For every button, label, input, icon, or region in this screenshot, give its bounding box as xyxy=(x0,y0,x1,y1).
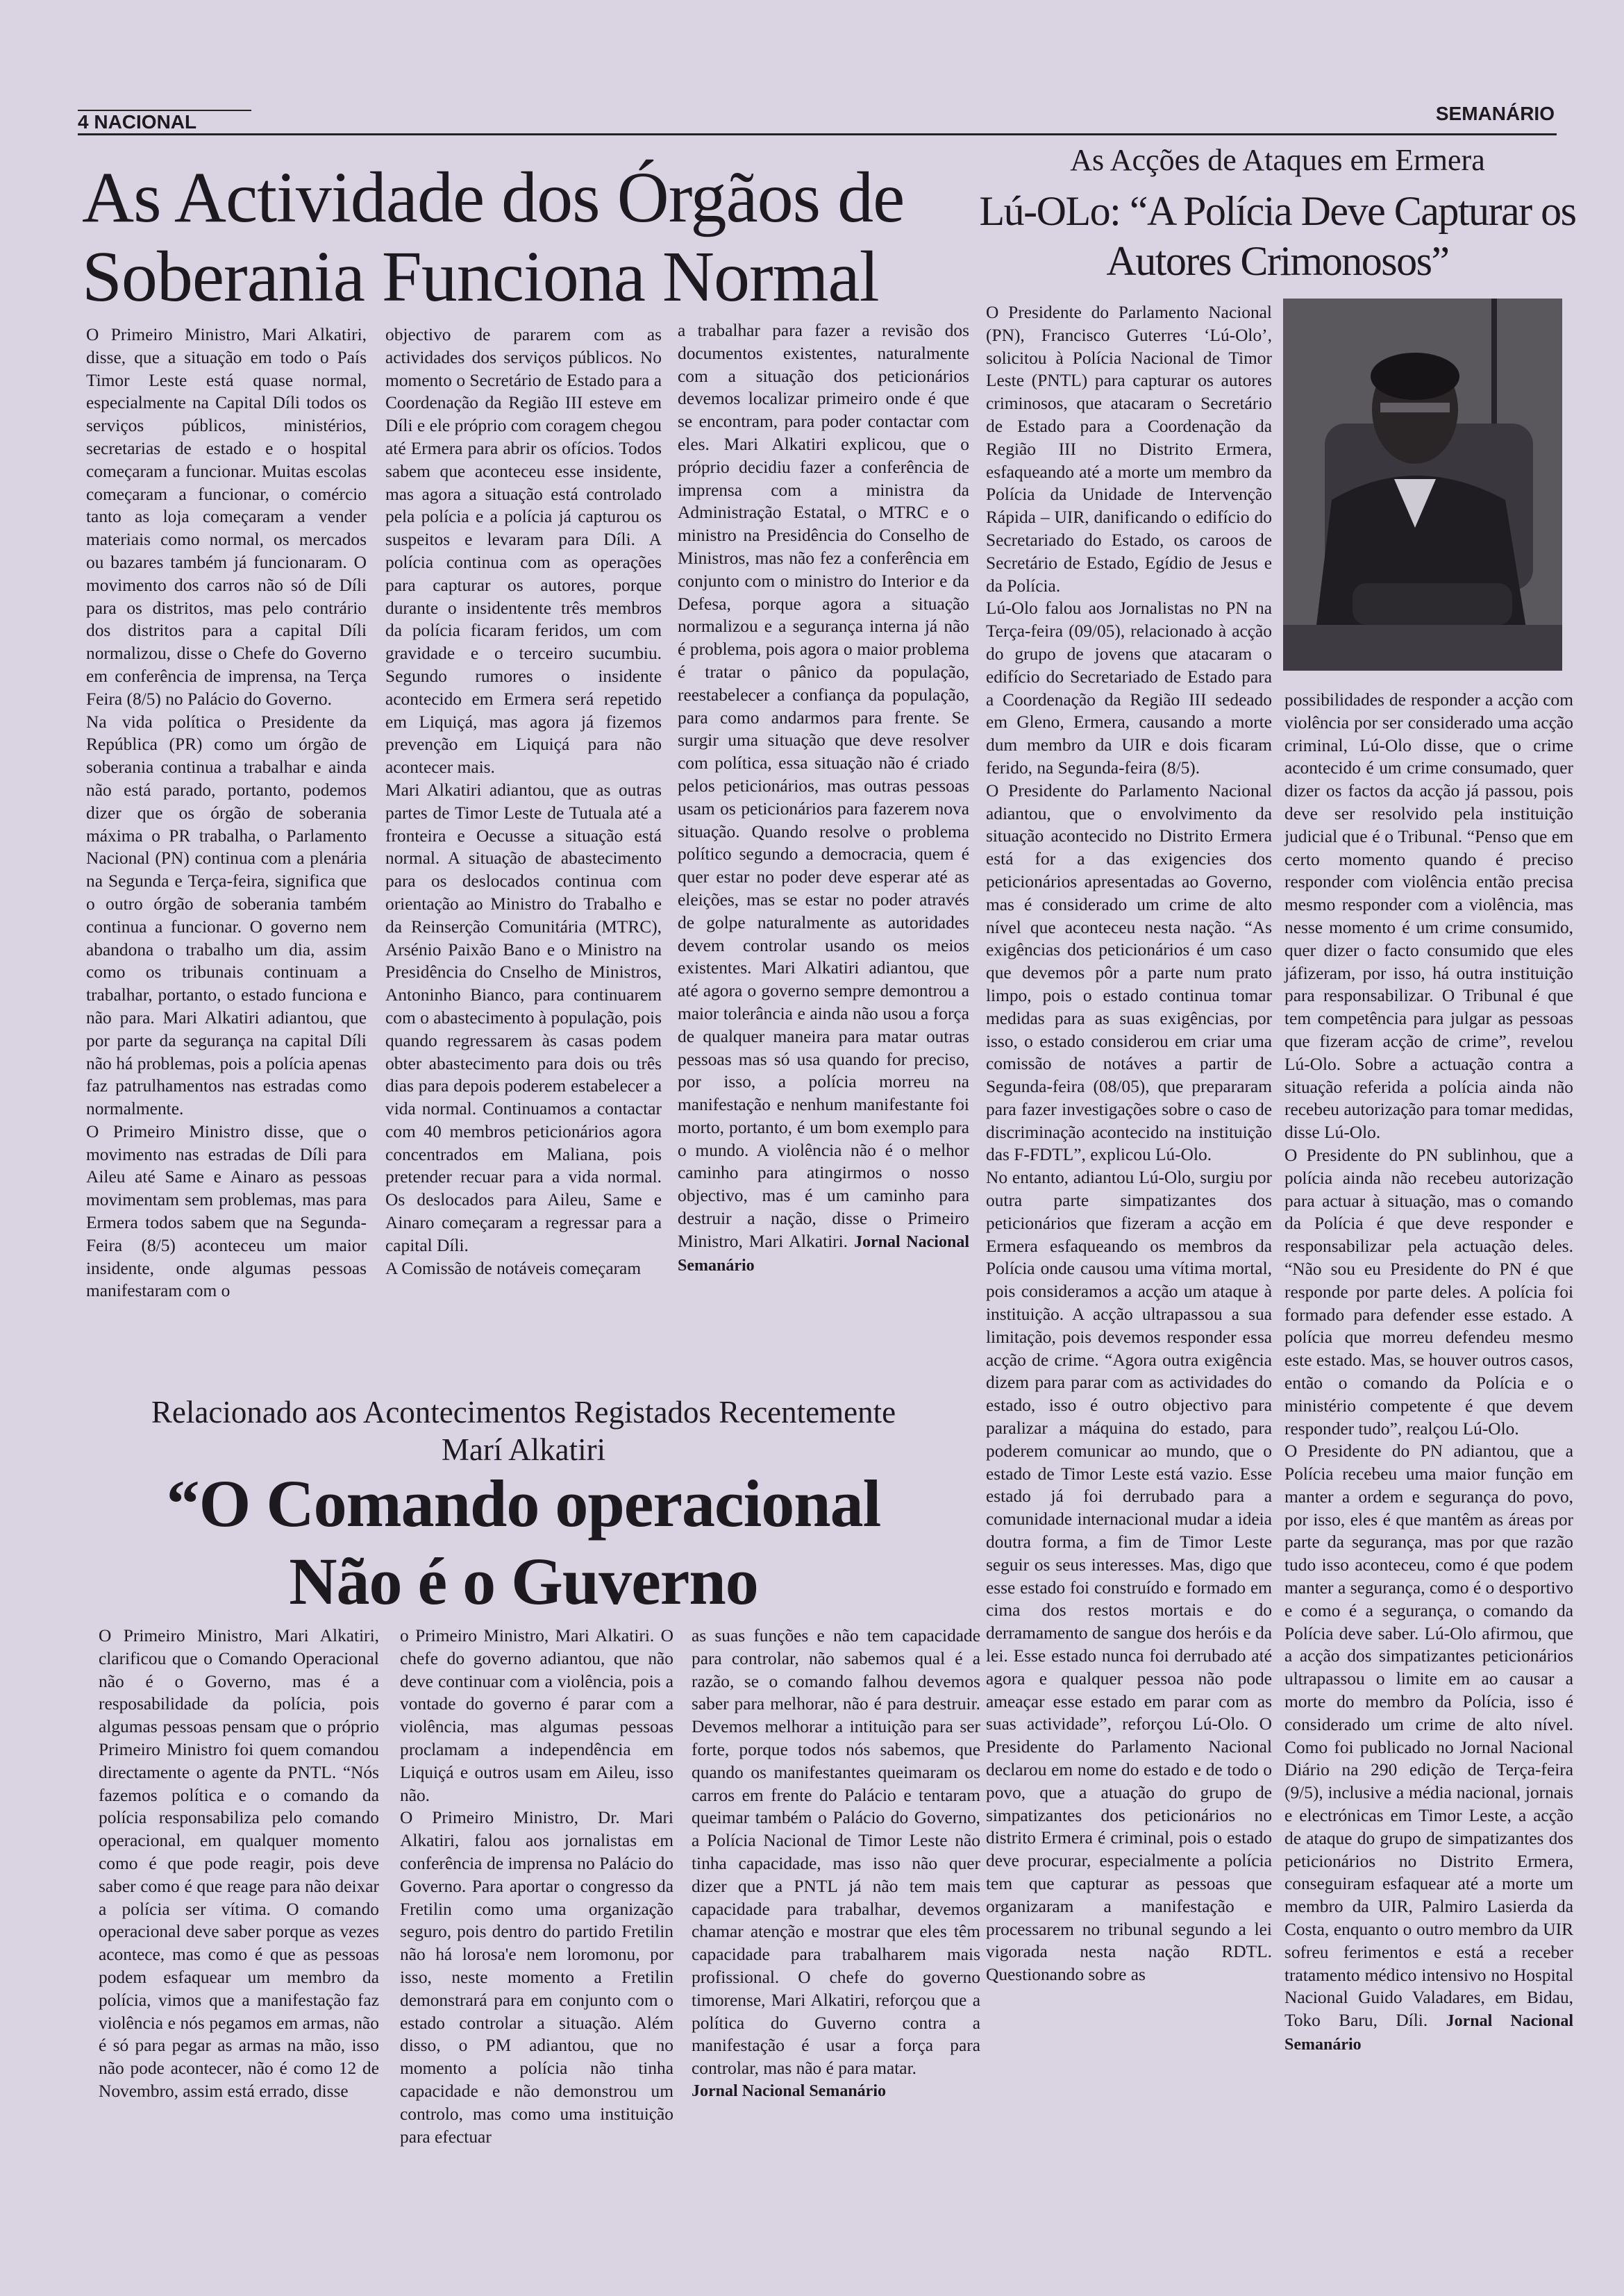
article2-col5-para1: possibilidades de responder a acção com violência por ser considerado uma acção criminal, Lú-Olo disse, que o crime acontecido é um crime consumado, quer dizer os factos da acção já passou, pois deve ser resolvido pela instituição judicial que é o Tribunal. “Penso que em certo momento quando é preciso responder com violência então precisa mesmo responder com a violência, mas nesse momento é um crime consumido, quer dizer o facto consumido que eles jáfizeram, por isso, há outra instituição para responsabilizar. O Tribunal é que tem competência para julgar as pessoas que fizeram acção de crime”, revelou Lú-Olo. Sobre a actuação contra a situação referida a polícia ainda não recebeu autorização para tomar medidas, disse Lú-Olo. xyxy=(1284,690,1573,1143)
article1-column-2 xyxy=(385,324,662,1280)
article3-col2-para2: O Primeiro Ministro, Dr. Mari Alkatiri, falou aos jornalistas em conferência de imprensa no Palácio do Governo. Para aportar o congresso da Fretilin como uma organização seguro, pois dentro do partido Fretilin não há lorosa'e nem loromonu, por isso, neste momento a Fretilin demonstrará para em conjunto com o estado controlar a situação. Além disso, o PM adiantou, que no momento a polícia não tinha capacidade e não demonstrou um controlo, mas como uma instituição para efectuar xyxy=(400,1808,673,2147)
article3-column-1 xyxy=(99,1625,379,2103)
article2-headline: Lú-OLo: “A Polícia Deve Capturar os Autores Crimonosos” xyxy=(979,188,1576,284)
article2-col4-para1: O Presidente do Parlamento Nacional (PN), Francisco Guterres ‘Lú-Olo’, solicitou à Polícia Nacional de Timor Leste (PNTL) para capturar os autores criminosos, que atacaram o Secretário de Estado para a Coordenação da Região III no Distrito Ermera, esfaqueando até a morte um membro da Polícia da Unidade de Intervenção Rápida – UIR, danificando o edifício do Secretariado do Estado, os caroos de Secretário de Estado, Egídio de Jesus e da Polícia. xyxy=(986,303,1272,596)
article1-headline: As Actividade dos Órgãos de Soberania Funciona Normal xyxy=(82,158,905,317)
article2-col5-para2: O Presidente do PN sublinhou, que a polícia ainda não recebeu autorização para actuar à situação, mas o comando da Polícia é que deve responder e responsabilizar pela actuação deles. “Não sou eu Presidente do PN é que responde por parte deles. A polícia foi formado para defender esse estado. A polícia que morreu defendeu mesmo este estado. Mas, se houver outros casos, então o comando da Polícia e o ministério competente é que devem responder tudo”, realçou Lú-Olo. xyxy=(1284,1145,1573,1439)
article3-column-3 xyxy=(692,1625,980,2103)
article3-subkicker: Marí Alkatiri xyxy=(441,1432,606,1467)
article3-headline-line2: Não é o Guverno xyxy=(289,1544,758,1618)
article3-signature: Jornal Nacional Semanário xyxy=(692,2081,886,2100)
article1-col2-para2: Mari Alkatiri adiantou, que as outras partes de Timor Leste de Tutuala até a fronteira e Oecusse a situação está normal. A situação de abastecimento para os deslocados continua com orientação ao Ministro do Trabalho e da Reinserção Comunitária (MTRC), Arsénio Paixão Bano e o Ministro na Presidência do Cnselho de Ministros, Antoninho Bianco, para continuarem com o abastecimento à população, pois quando regressarem às casas podem obter abastecimento para dois ou três dias para depois poderem estabelecer a vida normal. Continuamos a contactar com 40 membros peticionários agora concentrados em Maliana, pois pretender recuar para a vida normal. Os deslocados para Aileu, Same e Ainaro começaram a regressar para a capital Díli. xyxy=(385,780,662,1255)
header-rule xyxy=(78,133,1557,135)
article2-kicker: As Acções de Ataques em Ermera xyxy=(1070,143,1485,177)
article1-col2-para1: objectivo de pararem com as actividades dos serviços públicos. No momento o Secretário de Estado para a Coordenação da Região III esteve em Díli e ele próprio com coragem chegou até Ermera para abrir os ofícios. Todos sabem que aconteceu esse insidente, mas agora a situação está controlado pela polícia e a polícia já capturou os suspeitos e levaram para Díli. A polícia continua com as operações para capturar os autores, porque durante o insidentente três membros da polícia ficaram feridos, um com gravidade e o terceiro sucumbiu. Segundo rumores o insidente acontecido em Ermera será repetido em Liquiçá, mas agora já fizemos prevenção em Liquiçá para não acontecer mais. xyxy=(385,325,662,778)
article1-col3-text: a trabalhar para fazer a revisão dos documentos existentes, naturalmente com a situação dos peticionários devemos localizar primeiro onde é que se encontram, para poder contactar com eles. Mari Alkatiri explicou, que o próprio decidiu fazer a conferência de imprensa com a ministra da Administração Estatal, o MTRC e o ministro na Presidência do Conselho de Ministros, mas não fez a conferência em conjunto com o ministro do Interior e da Defesa, porque agora a situação normalizou e a segurança interna já não é problema, pois agora o maior problema é tratar o pânico da população, reestabelecer a confiança da população, para como andarmos para frente. Se surgir uma situação que deve resolver com política, essa situação não é criado pelos peticionários, mas outras pessoas usam os peticionários para fazerem nova situação. Quando resolve o problema político segundo a democracia, quem é quer estar no poder deve esperar até as eleições, mas se estar no poder através de golpe naturalmente as autoridades devem controlar usando os meios existentes. Mari Alkatiri adiantou, que até agora o governo sempre demontrou a maior tolerância e ainda não usou a força de qualquer maneira para matar outras pessoas mas só usa quando for preciso, por isso, a polícia morreu na manifestação e nenhum manifestante foi morto, portanto, é um bom exemplo para o mundo. A violência não é o melhor caminho para atingirmos o nosso objectivo, mas é um caminho para destruir a nação, disse o Primeiro Ministro, Mari Alkatiri. xyxy=(678,321,969,1251)
article2-signature: Jornal Nacional Semanário xyxy=(1284,2012,1573,2054)
article2-column-1 xyxy=(986,301,1272,1986)
article3-headline xyxy=(86,1465,961,1620)
article3-col1-text: O Primeiro Ministro, Mari Alkatiri, clarificou que o Comando Operacional não é o Governo, mas é a resposabilidade da polícia, pois algumas pessoas pensam que o próprio Primeiro Ministro foi quem comandou directamente o agente da PNTL. “Nós fazemos política e o comando da polícia responsabiliza pelo comando operacional, em qualquer momento como é que pode reagir, pois deve saber como é que reage para não deixar a polícia ser vítima. O comando operacional deve saber porque as vezes acontece, mas como é que as pessoas podem esfaquear um membro da polícia, vimos que a manifestação faz violência e nós pegamos em armas, não é só para pegar as armas na mão, isso não pode acontecer, não é como 12 de Novembro, assim está errado, disse xyxy=(99,1626,379,2101)
article1-col2-para3: A Comissão de notáveis começaram xyxy=(385,1258,642,1278)
article3-col2-para1: o Primeiro Ministro, Mari Alkatiri. O chefe do governo adiantou, que não deve continuar com a violência, pois a vontade do governo é parar com a violência, mas algumas pessoas proclamam a independência em Liquiçá e outros usam em Aileu, isso não. xyxy=(400,1626,673,1805)
article2-col5-para3: O Presidente do PN adiantou, que a Polícia recebeu uma maior função em manter a ordem e segurança do povo, por isso, eles é que mantêm as áreas por parte da segurança, mas por que razão tudo isso aconteceu, como é que podem manter a segurança, como é o desportivo e como é a segurança, o comando da Polícia deve saber. Lú-Olo afirmou, que a acção dos simpatizantes peticionários ultrapassou o limite em ao causar a morte do membro da Polícia, isso é considerado um crime de alto nível. Como foi publicado no Jornal Nacional Diário na 290 edição de Terça-feira (9/5), inclusive a média nacional, jornais e electrónicas em Timor Leste, a acção de ataque do grupo de simpatizantes dos peticionários no Distrito Ermera, conseguiram esfaquear até a morte um membro da UIR, Palmiro Lasierda da Costa, enquanto o outro membro da UIR sofreu ferimentos e está a receber tratamento médico intensivo no Hospital Nacional Guido Valadares, em Bidau, Toko Baru, Díli. xyxy=(1284,1441,1573,2031)
article1-col1-para1: O Primeiro Ministro, Mari Alkatiri, disse, que a situação em todo o País Timor Leste está quase normal, especialmente na Capital Díli todos os serviços públicos, ministérios, secretarias de estado e o hospital começaram a funcionar. Muitas escolas começaram a funcionar, o comércio tanto as loja começaram a vender materiais como normal, os mercados ou bazares também já funcionaram. O movimento dos carros não só de Díli para os distritos, mas pelo contrário dos distritos para a capital Díli normalizou, disse o Chefe do Governo em conferência de imprensa, na Terça Feira (8/5) no Palácio do Governo. xyxy=(86,325,367,709)
article1-col1-para2: Na vida política o Presidente da República (PR) como um órgão de soberania continua a trabalhar e ainda não está parado, portanto, podemos dizer que os órgão de soberania máxima o PR trabalha, o Parlamento Nacional (PN) continua com a plenária na Segunda e Terça-feira, significa que o outro órgão de soberania também continua a funcionar. O governo nem abandona o trabalho um dia, assim como os tribunais continuam a trabalhar, portanto, o estado funciona e não para. Mari Alkatiri adiantou, que por parte da segurança na capital Díli não há problemas, pois a polícia apenas faz patrulhamentos nas estradas como normalmente. xyxy=(86,712,367,1119)
article1-signature: Jornal Nacional Semanário xyxy=(678,1232,969,1275)
section-label: 4 NACIONAL xyxy=(78,111,197,133)
article3-headline-line1: “O Comando operacional xyxy=(166,1466,881,1541)
newspaper-name: SEMANÁRIO xyxy=(1435,103,1555,124)
portrait-photo xyxy=(1283,299,1562,671)
article3-column-2 xyxy=(400,1625,673,2148)
article1-col1-para3: O Primeiro Ministro disse, que o movimento nas estradas de Díli para Aileu até Same e Ainaro as pessoas movimentam sem problemas, mas para Ermera todos sabem que na Segunda-Feira (8/5) aconteceu um maior insidente, onde algumas pessoas manifestaram com o xyxy=(86,1121,367,1301)
article2-col4-para3: O Presidente do Parlamento Nacional adiantou, que o envolvimento da situação acontecido no Distrito Ermera está for a das exigencies dos peticionários apresentadas ao Governo, mas é considerado um crime de alto nível que aconteceu nesta nação. “As exigências dos peticionários é um caso que devemos pôr a parte num prato limpo, pois o estado continua tomar medidas para as suas exigências, por isso, o estado considerou em criar uma comissão de notáves a partir de Segunda-feira (08/05), que prepararam para fazer investigações sobre o caso de discriminação acontecido na instituição das F-FDTL”, explicou Lú-Olo. xyxy=(986,780,1272,1165)
article2-col4-para2: Lú-Olo falou aos Jornalistas no PN na Terça-feira (09/05), relacionado à acção do grupo de jovens que atacaram o edifício do Secretariado de Estado para a Coordenação da Região III sedeado em Gleno, Ermera, causando a morte dum membro da UIR e dois ficaram ferido, na Segunda-feira (8/5). xyxy=(986,598,1272,778)
article2-col4-para4: No entanto, adiantou Lú-Olo, surgiu por outra parte simpatizantes dos peticionários que fizeram a acção em Ermera esfaqueando os membros da Polícia onde causou uma vítima mortal, pois consideramos a acção um ataque à instituição. A acção ultrapassou a sua limitação, pois devemos responder essa acção de crime. “Agora outra exigência dizem para parar com as actividades do estado, isso é outro objectivo para paralizar a máquina do estado, para poderem comunicar ao mundo, que o estado de Timor Leste está vazio. Esse estado já foi derrubado para a comunidade internacional mudar a ideia doutra forma, a fim de Timor Leste seguir os seus interesses. Mas, digo que esse estado foi construído e formado em cima dos restos mortais e do derramamento de sangue dos heróis e da lei. Esse estado nunca foi derrubado até agora e qualquer pessoa não pode ameaçar esse estado em parar com as suas actividade”, reforçou Lú-Olo. O Presidente do Parlamento Nacional declarou em nome do estado e de todo o povo, que a atuação do grupo de simpatizantes dos peticionários no distrito Ermera é criminal, pois o estado deve procurar, especialmente a polícia tem que capturar as pessoas que organizaram a manifestação e processarem no tribunal segundo a lei vigorada nesta nação RDTL. Questionando sobre as xyxy=(986,1168,1272,1985)
article3-col3-text: as suas funções e não tem capacidade para controlar, não sabemos qual é a razão, se o comando falhou devemos saber para melhorar, não é para destruir. Devemos melhorar a intituição para ser forte, porque todos nós sabemos, que quando os manifestantes queimaram os carros em frente do Palácio e tentaram queimar também o Palácio do Governo, a Polícia Nacional de Timor Leste não tinha capacidade, mas isso não quer dizer que a PNTL já não tem mais capacidade para trabalhar, devemos chamar atenção e mostrar que eles têm capacidade para trabalharem mais profissional. O chefe do governo timorense, Mari Alkatiri, reforçou que a política do Guverno contra a manifestação é usar a força para controlar, mas não é para matar. xyxy=(692,1626,980,2079)
article1-column-1 xyxy=(86,324,367,1302)
article2-column-2 xyxy=(1284,689,1573,2056)
article1-column-3 xyxy=(678,319,969,1277)
article3-kicker: Relacionado aos Acontecimentos Registados Recentemente xyxy=(151,1395,896,1430)
portrait-illustration xyxy=(1283,299,1562,671)
